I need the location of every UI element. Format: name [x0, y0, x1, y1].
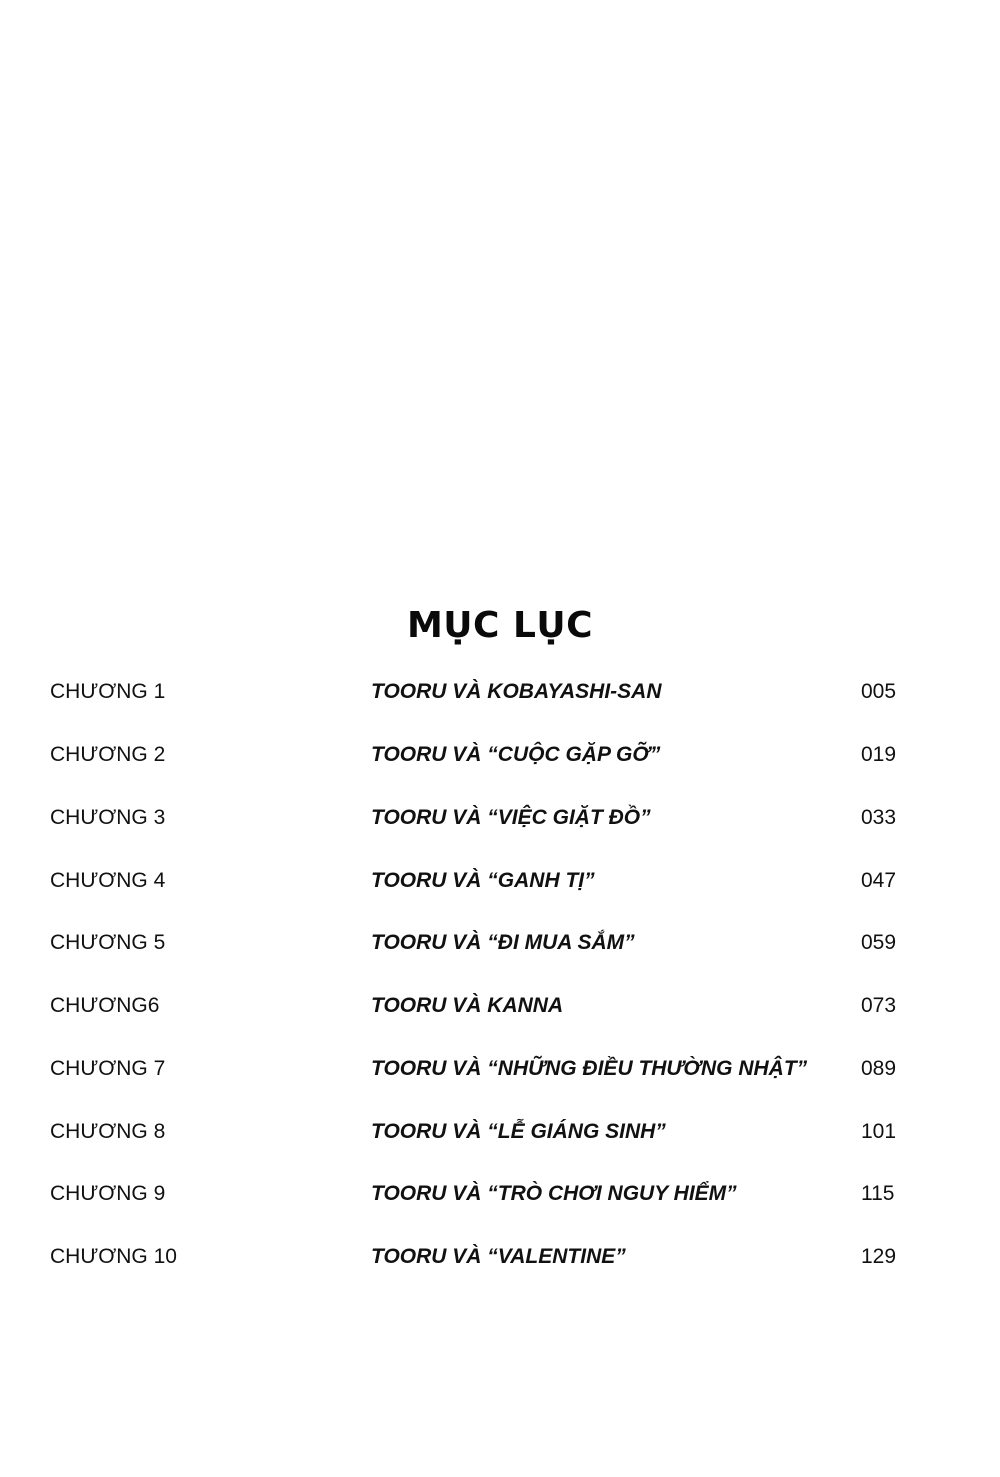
chapter-page-number: 005	[861, 680, 897, 703]
chapter-title: TOORU VÀ “LỄ GIÁNG SINH”	[371, 1120, 666, 1143]
chapter-page-number: 047	[861, 869, 897, 892]
chapter-page-number: 115	[861, 1182, 895, 1205]
toc-row	[0, 1049, 1000, 1089]
chapter-page-number: 059	[861, 931, 897, 954]
toc-row	[0, 1112, 1000, 1152]
chapter-label: CHƯƠNG 7	[50, 1057, 166, 1080]
toc-row	[0, 923, 1000, 963]
toc-row	[0, 861, 1000, 901]
chapter-label: CHƯƠNG 4	[50, 869, 166, 892]
chapter-label: CHƯƠNG 10	[50, 1245, 177, 1268]
chapter-label: CHƯƠNG 1	[50, 680, 166, 703]
chapter-page-number: 089	[861, 1057, 897, 1080]
chapter-page-number: 129	[861, 1245, 897, 1268]
chapter-page-number: 033	[861, 806, 897, 829]
toc-row	[0, 798, 1000, 838]
toc-row	[0, 672, 1000, 712]
chapter-label: CHƯƠNG 5	[50, 931, 166, 954]
chapter-label: CHƯƠNG 3	[50, 806, 166, 829]
chapter-page-number: 073	[861, 994, 897, 1017]
chapter-page-number: 101	[861, 1120, 897, 1143]
toc-row	[0, 1237, 1000, 1277]
chapter-title: TOORU VÀ “VALENTINE”	[371, 1245, 626, 1268]
chapter-title: TOORU VÀ “NHỮNG ĐIỀU THƯỜNG NHẬT”	[371, 1057, 808, 1080]
chapter-label: CHƯƠNG 9	[50, 1182, 166, 1205]
toc-row	[0, 735, 1000, 775]
chapter-title: TOORU VÀ “CUỘC GẶP GỠ”	[371, 743, 661, 766]
chapter-title: TOORU VÀ “VIỆC GIẶT ĐỒ”	[371, 806, 651, 829]
chapter-title: TOORU VÀ KANNA	[371, 994, 564, 1017]
chapter-title: TOORU VÀ KOBAYASHI-SAN	[371, 680, 662, 703]
toc-row	[0, 986, 1000, 1026]
chapter-title: TOORU VÀ “TRÒ CHƠI NGUY HIỂM”	[371, 1182, 737, 1205]
chapter-label: CHƯƠNG 8	[50, 1120, 166, 1143]
chapter-title: TOORU VÀ “GANH TỊ”	[371, 869, 595, 892]
chapter-title: TOORU VÀ “ĐI MUA SẮM”	[371, 931, 635, 954]
chapter-page-number: 019	[861, 743, 897, 766]
toc-row	[0, 1174, 1000, 1214]
chapter-label: CHƯƠNG 2	[50, 743, 166, 766]
page-title: MỤC LỤC	[406, 605, 594, 647]
chapter-label: CHƯƠNG6	[50, 994, 160, 1017]
